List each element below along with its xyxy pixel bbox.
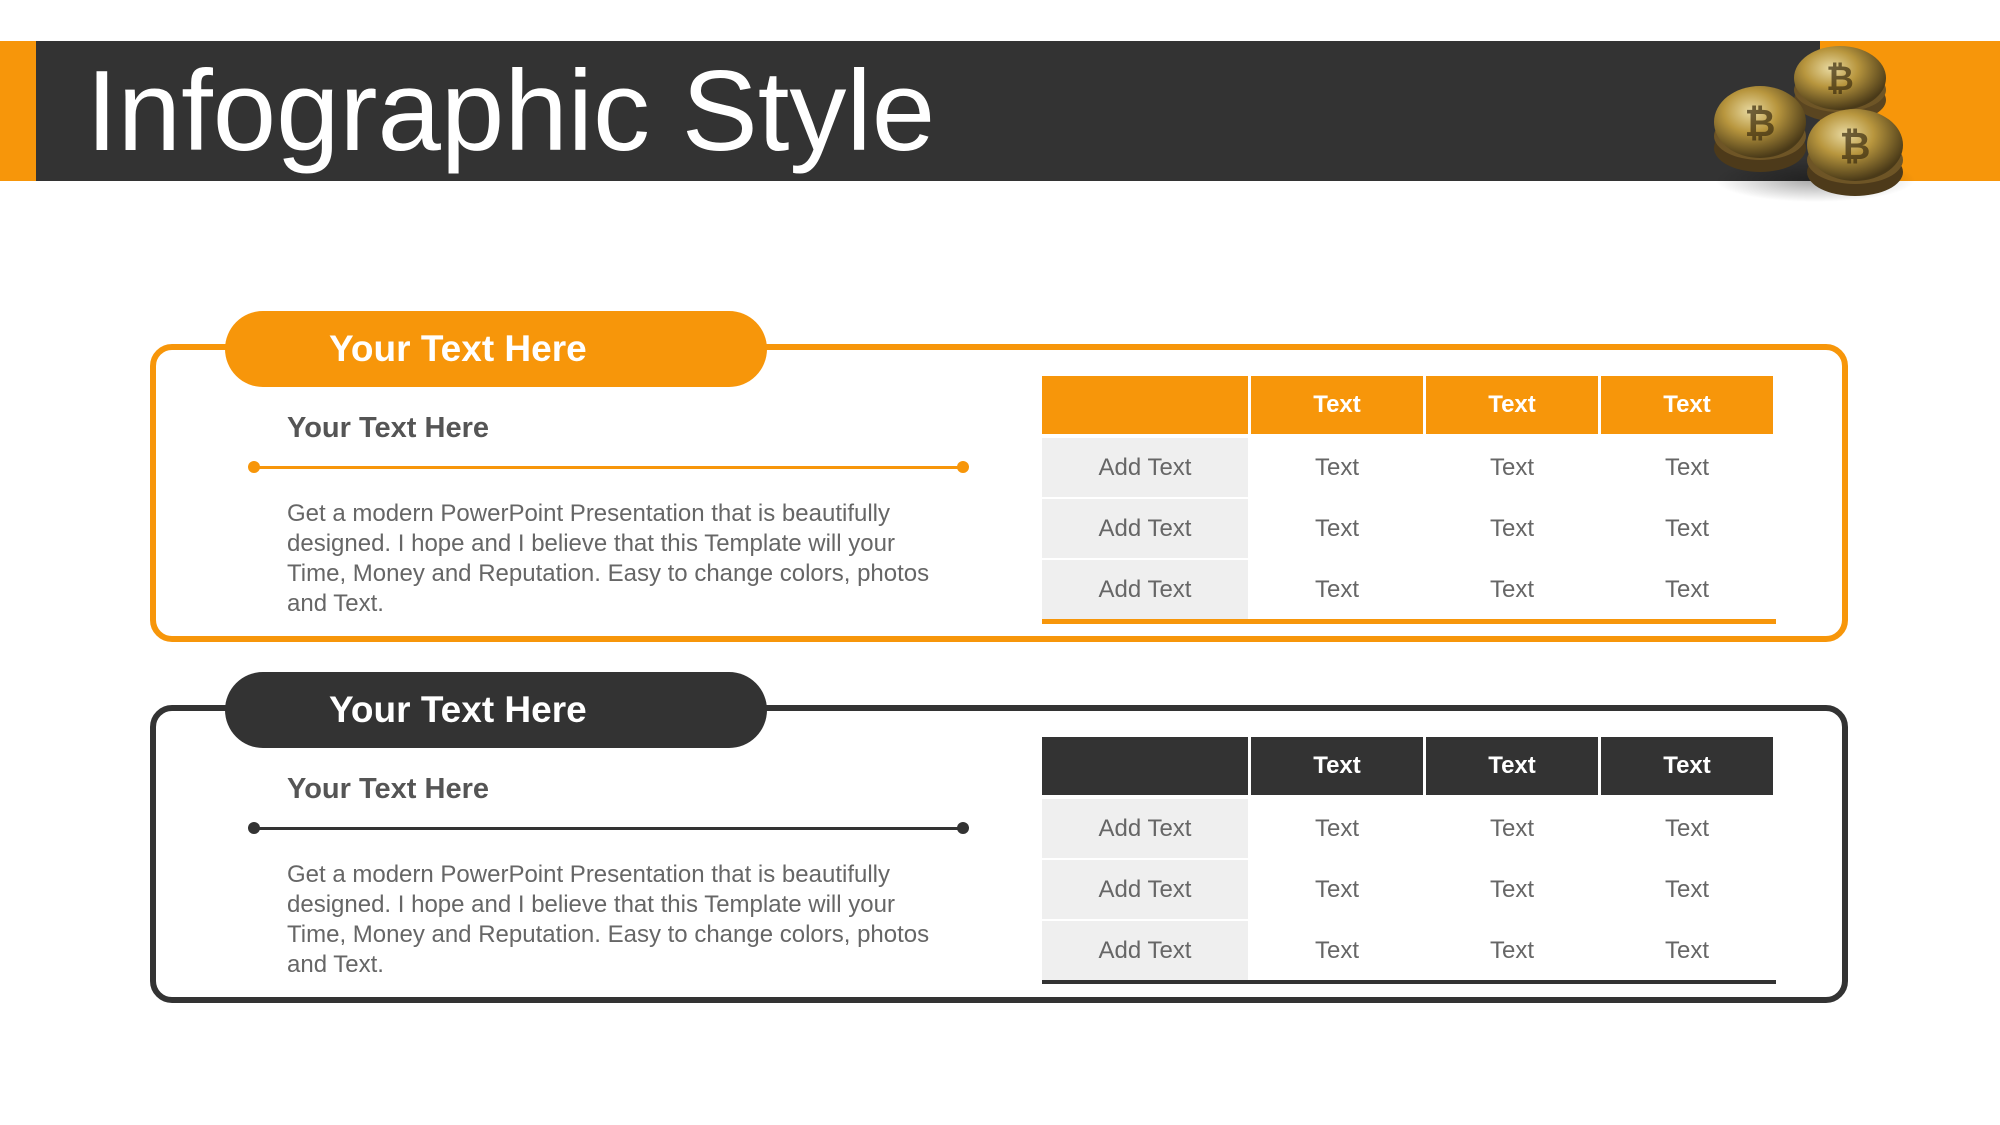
table-row (1042, 438, 1776, 497)
bitcoin-coins-image (1690, 30, 1920, 210)
table-cell: Text (1314, 936, 1359, 964)
table-header-row (1042, 737, 1776, 795)
header-accent-left (0, 41, 36, 181)
table-row (1042, 860, 1776, 919)
table-row (1042, 799, 1776, 858)
divider-dot-left (248, 461, 260, 473)
table-cell: Text (1664, 514, 1709, 542)
table-row (1042, 560, 1776, 619)
table-cell: Text (1664, 453, 1709, 481)
page-title: Infographic Style (86, 48, 936, 175)
table-row-label: Add Text (1042, 860, 1248, 919)
divider-dot-right (957, 822, 969, 834)
table-header-cell: Text (1251, 376, 1423, 434)
table-header-cell (1042, 737, 1248, 795)
data-table-dark (1042, 737, 1776, 984)
panel-subheading: Your Text Here (287, 773, 489, 805)
table-header-cell: Text (1601, 737, 1773, 795)
divider-dot-left (248, 822, 260, 834)
table-cell: Text (1664, 875, 1709, 903)
table-cell: Text (1489, 575, 1534, 603)
table-row (1042, 499, 1776, 558)
divider-line (254, 827, 963, 830)
table-cell: Text (1314, 514, 1359, 542)
panel-body-text: Get a modern PowerPoint Presentation that is beautifully designed. I hope and I believe that this Template will your Time, Money and Reputation. Easy to change colors, photos and Text. (287, 500, 930, 617)
table-row-label: Add Text (1042, 499, 1248, 558)
table-cell: Text (1664, 575, 1709, 603)
table-row-label: Add Text (1042, 799, 1248, 858)
divider-dot-right (957, 461, 969, 473)
table-cell: Text (1489, 453, 1534, 481)
data-table-orange (1042, 376, 1776, 624)
panel-body-text: Get a modern PowerPoint Presentation that is beautifully designed. I hope and I believe that this Template will your Time, Money and Reputation. Easy to change colors, photos and Text. (287, 861, 930, 978)
table-row-label: Add Text (1042, 921, 1248, 980)
table-row-label: Add Text (1042, 560, 1248, 619)
table-row (1042, 921, 1776, 980)
panel-tab-label: Your Text Here (225, 672, 767, 748)
table-cell: Text (1314, 875, 1359, 903)
table-cell: Text (1314, 814, 1359, 842)
table-header-cell (1042, 376, 1248, 434)
svg-text:₿: ₿ (1826, 59, 1854, 99)
panel-subheading: Your Text Here (287, 412, 489, 444)
table-header-cell: Text (1251, 737, 1423, 795)
table-cell: Text (1664, 936, 1709, 964)
table-bottom-rule (1042, 980, 1776, 984)
table-header-row (1042, 376, 1776, 434)
table-cell: Text (1314, 453, 1359, 481)
divider-line (254, 466, 963, 469)
table-cell: Text (1489, 936, 1534, 964)
table-bottom-rule (1042, 619, 1776, 624)
panel-tab-label: Your Text Here (225, 311, 767, 387)
table-cell: Text (1489, 814, 1534, 842)
table-cell: Text (1489, 875, 1534, 903)
table-row-label: Add Text (1042, 438, 1248, 497)
table-cell: Text (1489, 514, 1534, 542)
table-cell: Text (1314, 575, 1359, 603)
table-header-cell: Text (1426, 376, 1598, 434)
table-header-cell: Text (1426, 737, 1598, 795)
table-header-cell: Text (1601, 376, 1773, 434)
svg-text:₿: ₿ (1839, 124, 1871, 168)
svg-text:₿: ₿ (1744, 101, 1776, 145)
table-cell: Text (1664, 814, 1709, 842)
